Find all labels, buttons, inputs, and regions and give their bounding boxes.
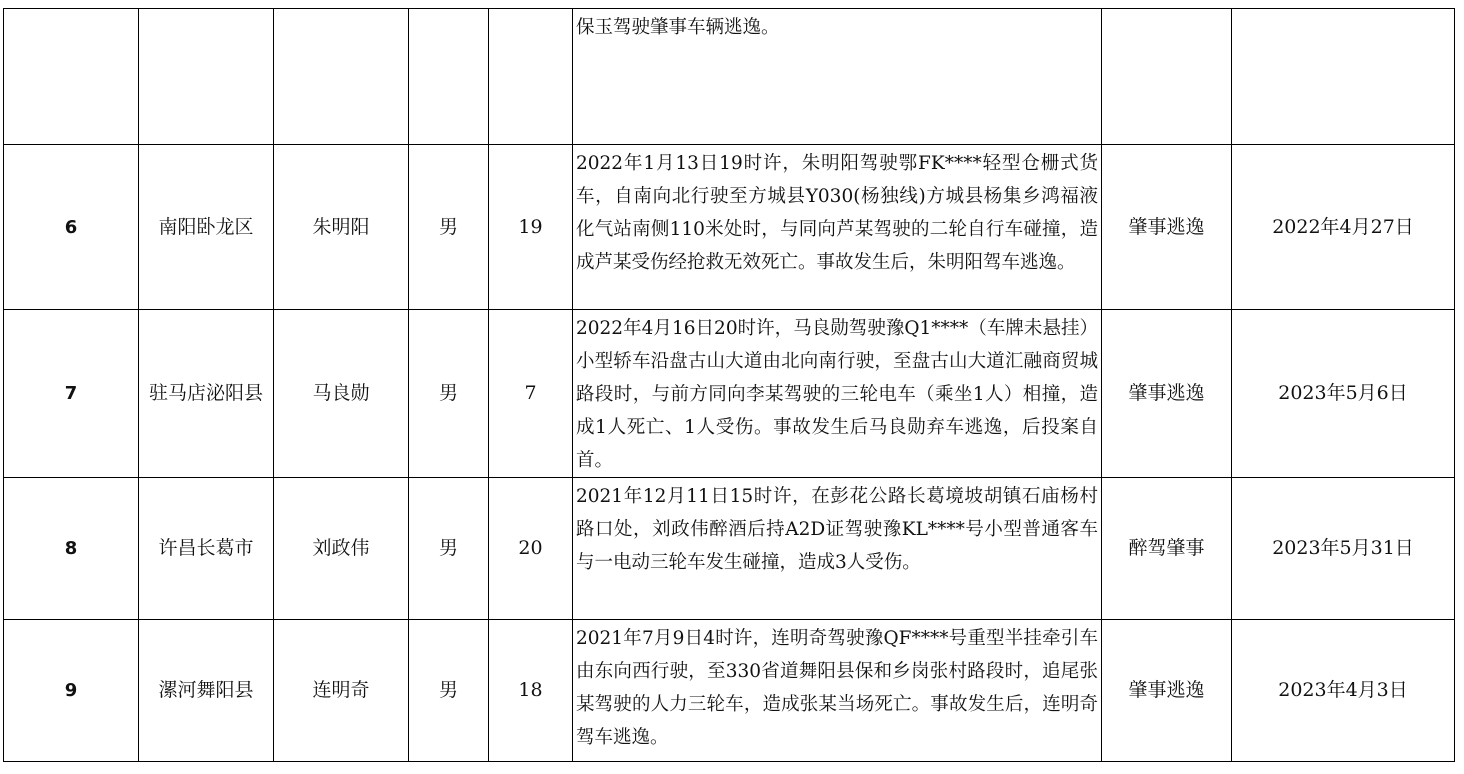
table-row [4,620,1455,762]
table-row [4,478,1455,620]
gender-cell: 男 [409,310,489,478]
name-cell: 朱明阳 [274,145,409,310]
date-cell: 2023年5月6日 [1232,310,1455,478]
region-cell: 许昌长葛市 [139,478,274,620]
age-cell: 20 [489,478,573,620]
seq-cell: 9 [4,620,139,762]
date-cell: 2023年5月31日 [1232,478,1455,620]
region-cell: 南阳卧龙区 [139,145,274,310]
offense-cell: 肇事逃逸 [1102,620,1232,762]
seq-cell [4,9,139,145]
gender-cell: 男 [409,620,489,762]
table-row [4,9,1455,145]
region-cell: 驻马店泌阳县 [139,310,274,478]
table-row [4,145,1455,310]
detail-cell: 2021年12月11日15时许，在彭花公路长葛境坡胡镇石庙杨村路口处，刘政伟醉酒后持A2D证驾驶豫KL****号小型普通客车与一电动三轮车发生碰撞，造成3人受伤。 [573,478,1102,620]
gender-cell: 男 [409,478,489,620]
offender-table [3,8,1455,762]
date-cell: 2023年4月3日 [1232,620,1455,762]
gender-cell: 男 [409,145,489,310]
region-cell [139,9,274,145]
name-cell: 刘政伟 [274,478,409,620]
detail-cell: 保玉驾驶肇事车辆逃逸。 [573,9,1102,145]
name-cell [274,9,409,145]
age-cell: 19 [489,145,573,310]
region-cell: 漯河舞阳县 [139,620,274,762]
age-cell [489,9,573,145]
age-cell: 18 [489,620,573,762]
gender-cell [409,9,489,145]
name-cell: 连明奇 [274,620,409,762]
offense-cell: 肇事逃逸 [1102,310,1232,478]
age-cell: 7 [489,310,573,478]
seq-cell: 6 [4,145,139,310]
date-cell [1232,9,1455,145]
detail-cell: 2022年1月13日19时许，朱明阳驾驶鄂FK****轻型仓栅式货车，自南向北行驶至方城县Y030(杨独线)方城县杨集乡鸿福液化气站南侧110米处时，与同向芦某驾驶的二轮自行车碰撞，造成芦某受伤经抢救无效死亡。事故发生后，朱明阳驾车逃逸。 [573,145,1102,310]
offense-cell: 肇事逃逸 [1102,145,1232,310]
table-row [4,310,1455,478]
seq-cell: 8 [4,478,139,620]
detail-cell: 2022年4月16日20时许，马良勋驾驶豫Q1****（车牌未悬挂）小型轿车沿盘古山大道由北向南行驶，至盘古山大道汇融商贸城路段时，与前方同向李某驾驶的三轮电车（乘坐1人）相撞，造成1人死亡、1人受伤。事故发生后马良勋弃车逃逸，后投案自首。 [573,310,1102,478]
seq-cell: 7 [4,310,139,478]
date-cell: 2022年4月27日 [1232,145,1455,310]
offense-cell: 醉驾肇事 [1102,478,1232,620]
name-cell: 马良勋 [274,310,409,478]
detail-cell: 2021年7月9日4时许，连明奇驾驶豫QF****号重型半挂牵引车由东向西行驶，至330省道舞阳县保和乡岗张村路段时，追尾张某驾驶的人力三轮车，造成张某当场死亡。事故发生后，连明奇驾车逃逸。 [573,620,1102,762]
offense-cell [1102,9,1232,145]
